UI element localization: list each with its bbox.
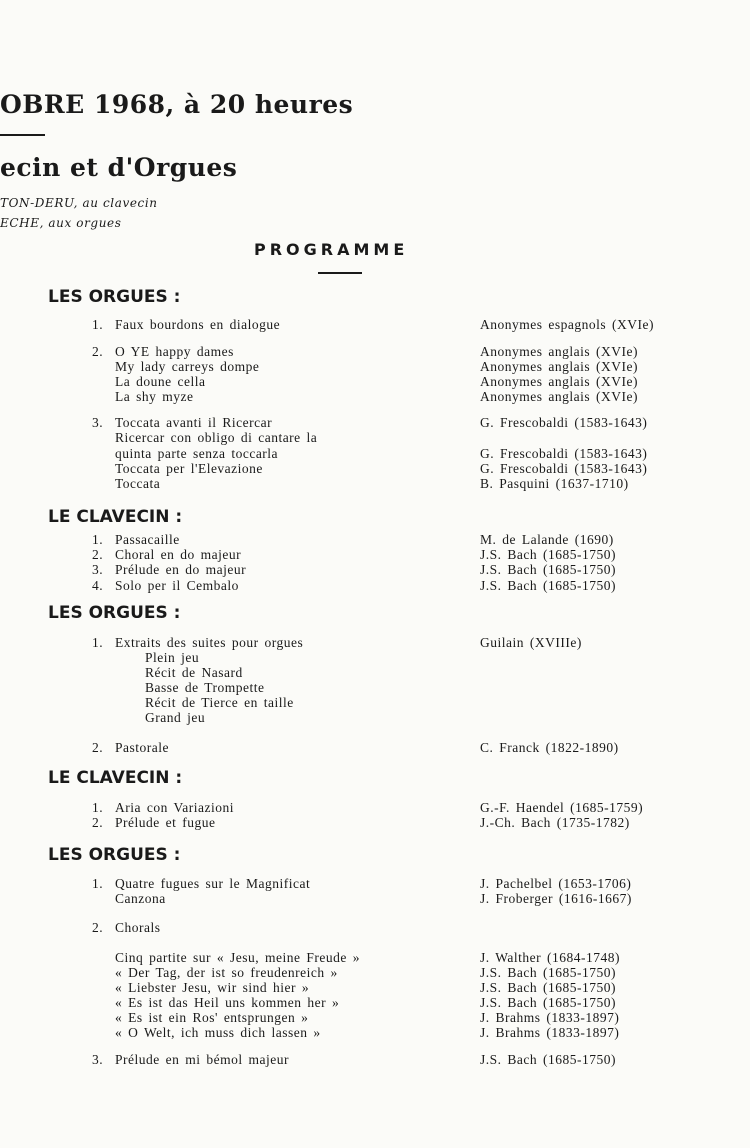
piece-title: Prélude et fugue: [115, 815, 216, 830]
concert-date-line: OBRE 1968, à 20 heures: [0, 90, 354, 119]
piece-title: La doune cella: [115, 374, 206, 389]
piece-title: My lady carreys dompe: [115, 359, 260, 374]
piece-title: Chorals: [115, 920, 161, 935]
piece-title: Canzona: [115, 891, 166, 906]
piece-title: Quatre fugues sur le Magnificat: [115, 876, 311, 891]
piece-title: Toccata: [115, 476, 161, 491]
composer: Anonymes anglais (XVIe): [480, 374, 638, 389]
piece-title: La shy myze: [115, 389, 194, 404]
movement-title: Basse de Trompette: [145, 680, 265, 695]
chorale-title: « Liebster Jesu, wir sind hier »: [115, 980, 310, 995]
item-number: 1.: [92, 800, 104, 815]
composer: J.S. Bach (1685-1750): [480, 547, 616, 562]
section-title: LES ORGUES :: [48, 845, 181, 865]
item-number: 1.: [92, 317, 104, 332]
piece-title: Passacaille: [115, 532, 180, 547]
programme-title: PROGRAMME: [254, 240, 409, 259]
composer: Anonymes anglais (XVIe): [480, 389, 638, 404]
composer: Anonymes anglais (XVIe): [480, 344, 638, 359]
composer: J.S. Bach (1685-1750): [480, 1052, 616, 1067]
item-number: 1.: [92, 876, 104, 891]
item-number: 2.: [92, 815, 104, 830]
item-number: 1.: [92, 635, 104, 650]
item-number: 2.: [92, 344, 104, 359]
chorale-title: « Es ist das Heil uns kommen her »: [115, 995, 340, 1010]
item-number: 3.: [92, 562, 104, 577]
movement-title: Récit de Nasard: [145, 665, 243, 680]
composer: Guilain (XVIIIe): [480, 635, 582, 650]
composer: Anonymes anglais (XVIe): [480, 359, 638, 374]
composer: J.S. Bach (1685-1750): [480, 562, 616, 577]
piece-title: O YE happy dames: [115, 344, 234, 359]
item-number: 3.: [92, 1052, 104, 1067]
piece-title: Faux bourdons en dialogue: [115, 317, 281, 332]
chorale-title: « Es ist ein Ros' entsprungen »: [115, 1010, 309, 1025]
composer: J. Brahms (1833-1897): [480, 1010, 620, 1025]
piece-title: Aria con Variazioni: [115, 800, 234, 815]
composer: J.S. Bach (1685-1750): [480, 980, 616, 995]
composer: J. Pachelbel (1653-1706): [480, 876, 632, 891]
piece-title: Prélude en mi bémol majeur: [115, 1052, 289, 1067]
movement-title: Plein jeu: [145, 650, 200, 665]
piece-title: Solo per il Cembalo: [115, 578, 239, 593]
header-rule: [0, 134, 45, 136]
piece-title: Prélude en do majeur: [115, 562, 247, 577]
composer: C. Franck (1822-1890): [480, 740, 619, 755]
chorale-title: « O Welt, ich muss dich lassen »: [115, 1025, 321, 1040]
composer: J.S. Bach (1685-1750): [480, 965, 616, 980]
section-title: LE CLAVECIN :: [48, 507, 183, 527]
piece-title: Pastorale: [115, 740, 169, 755]
section-title: LES ORGUES :: [48, 287, 181, 307]
item-number: 1.: [92, 532, 104, 547]
composer: Anonymes espagnols (XVIe): [480, 317, 654, 332]
performer-harpsichord: TON-DERU, au clavecin: [0, 196, 158, 210]
composer: J. Walther (1684-1748): [480, 950, 621, 965]
section-title: LE CLAVECIN :: [48, 768, 183, 788]
composer: J. Froberger (1616-1667): [480, 891, 632, 906]
performer-organ: ECHE, aux orgues: [0, 216, 122, 230]
section-title: LES ORGUES :: [48, 603, 181, 623]
composer: J.S. Bach (1685-1750): [480, 578, 616, 593]
composer: G. Frescobaldi (1583-1643): [480, 415, 648, 430]
piece-title: Ricercar con obligo di cantare la: [115, 430, 318, 445]
chorale-title: « Der Tag, der ist so freudenreich »: [115, 965, 338, 980]
composer: G.-F. Haendel (1685-1759): [480, 800, 644, 815]
movement-title: Grand jeu: [145, 710, 206, 725]
chorale-title: Cinq partite sur « Jesu, meine Freude »: [115, 950, 360, 965]
item-number: 2.: [92, 920, 104, 935]
item-number: 2.: [92, 740, 104, 755]
concert-title-line: ecin et d'Orgues: [0, 153, 238, 182]
item-number: 3.: [92, 415, 104, 430]
piece-title: quinta parte senza toccarla: [115, 446, 279, 461]
piece-title: Extraits des suites pour orgues: [115, 635, 304, 650]
composer: G. Frescobaldi (1583-1643): [480, 446, 648, 461]
piece-title: Toccata per l'Elevazione: [115, 461, 263, 476]
movement-title: Récit de Tierce en taille: [145, 695, 294, 710]
composer: M. de Lalande (1690): [480, 532, 614, 547]
composer: J.-Ch. Bach (1735-1782): [480, 815, 630, 830]
composer: J.S. Bach (1685-1750): [480, 995, 616, 1010]
programme-rule: [318, 272, 362, 274]
piece-title: Toccata avanti il Ricercar: [115, 415, 273, 430]
item-number: 4.: [92, 578, 104, 593]
composer: B. Pasquini (1637-1710): [480, 476, 629, 491]
piece-title: Choral en do majeur: [115, 547, 242, 562]
composer: G. Frescobaldi (1583-1643): [480, 461, 648, 476]
item-number: 2.: [92, 547, 104, 562]
composer: J. Brahms (1833-1897): [480, 1025, 620, 1040]
